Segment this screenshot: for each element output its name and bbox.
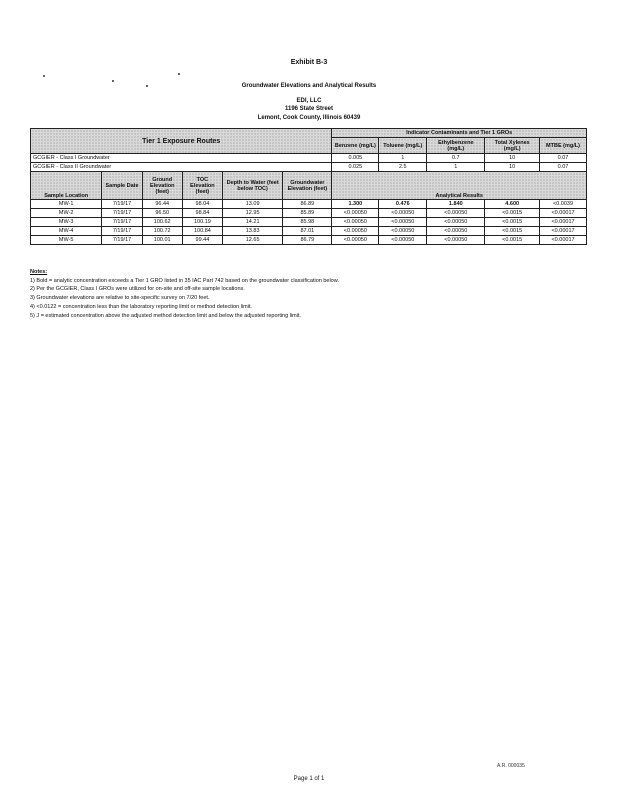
ground-elevation: 100.72: [142, 227, 182, 236]
analytical-result: <0.00050: [427, 236, 485, 245]
analytical-result: <0.00050: [332, 209, 379, 218]
analytical-result: <0.00017: [540, 227, 587, 236]
toc-elevation: 100.19: [182, 218, 222, 227]
standard-value: 10: [485, 163, 540, 172]
toc-elevation: 98.84: [182, 209, 222, 218]
analytical-results-header: Analytical Results: [332, 172, 587, 200]
table-number: Exhibit B-3: [290, 59, 328, 66]
groundwater-elevation: 85.98: [283, 218, 332, 227]
depth-to-water: 12.65: [223, 236, 283, 245]
notes-title: Notes:: [30, 269, 48, 275]
sample-location: MW-2: [31, 209, 102, 218]
sample-location: MW-3: [31, 218, 102, 227]
groundwater-elevation: 85.89: [283, 209, 332, 218]
analytical-result: <0.00017: [540, 209, 587, 218]
sample-date: 7/19/17: [102, 218, 142, 227]
standard-value: 10: [485, 154, 540, 163]
tier-exposure-header: Tier 1 Exposure Routes: [31, 129, 332, 154]
analytical-result: <0.00017: [540, 218, 587, 227]
analytical-result: <0.00050: [379, 218, 427, 227]
table-row: [31, 227, 587, 236]
ground-elevation: 96.44: [142, 200, 182, 209]
groundwater-elevation: 86.79: [283, 236, 332, 245]
analyte-header: Total Xylenes (mg/L): [485, 138, 540, 154]
analytical-result: <0.00050: [332, 236, 379, 245]
toc-elevation: 99.44: [182, 236, 222, 245]
page-number: Page 1 of 1: [293, 776, 325, 782]
sample-location: MW-5: [31, 236, 102, 245]
standard-value: 1: [427, 163, 485, 172]
city-address: Lemont, Cook County, Illinois 60439: [257, 115, 361, 121]
table-row: [31, 236, 587, 245]
standard-label: GCGIER - Class I Groundwater: [31, 154, 332, 163]
table-row: [31, 209, 587, 218]
depth-to-water: 13.83: [223, 227, 283, 236]
analytical-result: <0.00050: [379, 227, 427, 236]
analytical-result: <0.00050: [379, 209, 427, 218]
notes-section: [30, 268, 339, 320]
document-title: Groundwater Elevations and Analytical Results: [241, 83, 377, 89]
note-item: 3) Groundwater elevations are relative to site-specific survey on 7/20 feet.: [30, 295, 210, 302]
standard-value: 0.7: [427, 154, 485, 163]
note-item: 4) <0.0122 = concentration less than the laboratory reporting limit or method detection limit.: [30, 303, 252, 310]
results-table: [30, 128, 587, 245]
analytical-result: <0.0015: [485, 218, 540, 227]
analytical-result: 0.476: [379, 200, 427, 209]
toc-elevation: 98.04: [182, 200, 222, 209]
column-header: Groundwater Elevation (feet): [283, 172, 332, 200]
analytical-result: <0.00050: [332, 227, 379, 236]
analyte-header: Ethylbenzene (mg/L): [427, 138, 485, 154]
column-header: Sample Location: [31, 172, 102, 200]
note-item: 5) J = estimated concentration above the adjusted method detection limit and below the adjusted reporting limit.: [30, 312, 302, 319]
analytical-result: <0.0039: [540, 200, 587, 209]
standard-row: [31, 163, 587, 172]
analytical-result: <0.00050: [427, 218, 485, 227]
analytical-result: <0.00050: [427, 209, 485, 218]
column-header: TOC Elevation (feet): [182, 172, 222, 200]
indicator-header: Indicator Contaminants and Tier 1 GROs: [332, 129, 587, 138]
groundwater-elevation: 86.89: [283, 200, 332, 209]
ground-elevation: 100.62: [142, 218, 182, 227]
standard-value: 0.005: [332, 154, 379, 163]
analytical-result: <0.00050: [379, 236, 427, 245]
column-header: Sample Date: [102, 172, 142, 200]
groundwater-elevation: 87.01: [283, 227, 332, 236]
note-item: 2) Per the GCGIER, Class I GROs were utilized for on-site and off-site sample locations.: [30, 286, 245, 293]
ground-elevation: 100.01: [142, 236, 182, 245]
standard-value: 0.07: [540, 154, 587, 163]
analytical-result: <0.00017: [540, 236, 587, 245]
table-row: [31, 218, 587, 227]
standard-value: 0.025: [332, 163, 379, 172]
standard-label: GCGIER - Class II Groundwater: [31, 163, 332, 172]
bates-number: A.R. 000035: [497, 763, 525, 769]
analytical-result: <0.00050: [427, 227, 485, 236]
analyte-header: Toluene (mg/L): [379, 138, 427, 154]
analyte-header: Benzene (mg/L): [332, 138, 379, 154]
depth-to-water: 13.09: [223, 200, 283, 209]
column-header: Ground Elevation (feet): [142, 172, 182, 200]
sample-date: 7/19/17: [102, 209, 142, 218]
analytical-result: 4.600: [485, 200, 540, 209]
standard-value: 1: [379, 154, 427, 163]
toc-elevation: 100.84: [182, 227, 222, 236]
standard-value: 2.5: [379, 163, 427, 172]
standard-row: [31, 154, 587, 163]
analytical-result: <0.0015: [485, 236, 540, 245]
analytical-result: <0.00050: [332, 218, 379, 227]
analytical-result: <0.0015: [485, 209, 540, 218]
standard-value: 0.07: [540, 163, 587, 172]
column-header: Depth to Water (feet below TOC): [223, 172, 283, 200]
sample-location: MW-4: [31, 227, 102, 236]
sample-date: 7/19/17: [102, 236, 142, 245]
company-name: EDI, LLC: [296, 98, 322, 104]
table-row: [31, 200, 587, 209]
ground-elevation: 96.50: [142, 209, 182, 218]
analyte-header: MTBE (mg/L): [540, 138, 587, 154]
depth-to-water: 14.21: [223, 218, 283, 227]
note-item: 1) Bold = analytic concentration exceeds a Tier 1 GRO listed in 35 IAC Part 742 based on the groundwater classification below.: [30, 277, 339, 284]
sample-date: 7/19/17: [102, 200, 142, 209]
street-address: 1196 State Street: [284, 106, 334, 112]
depth-to-water: 12.95: [223, 209, 283, 218]
sample-location: MW-1: [31, 200, 102, 209]
sample-date: 7/19/17: [102, 227, 142, 236]
analytical-result: 1.300: [332, 200, 379, 209]
analytical-result: 1.840: [427, 200, 485, 209]
analytical-result: <0.0015: [485, 227, 540, 236]
